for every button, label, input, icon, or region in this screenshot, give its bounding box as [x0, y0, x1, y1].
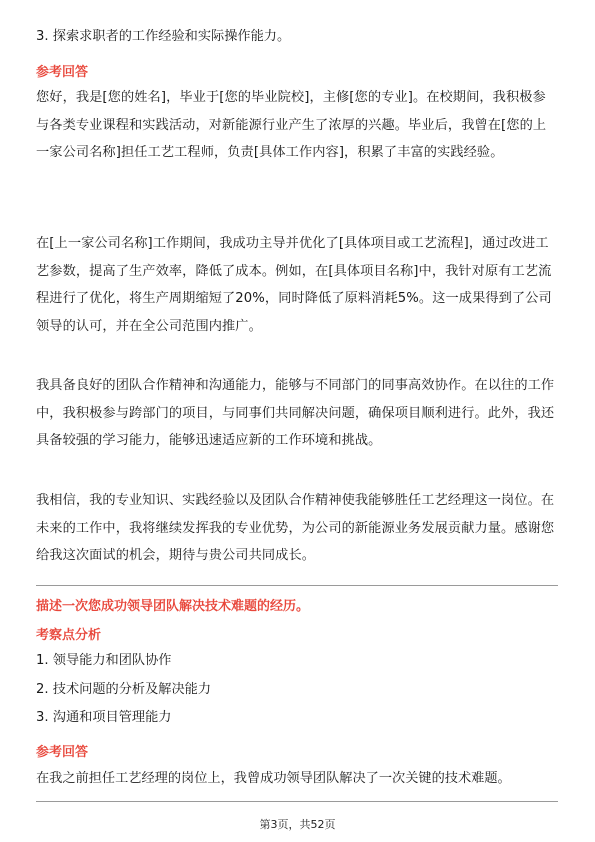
page-number: 第3页，共52页 [259, 818, 336, 831]
point-item-3: 3. 探索求职者的工作经验和实际操作能力。 [36, 29, 291, 44]
answer-start: 在我之前担任工艺经理的岗位上，我曾成功领导团队解决了一次关键的技术难题。 [36, 771, 511, 786]
question-title: 描述一次您成功领导团队解决技术难题的经历。 [36, 599, 310, 614]
answer-paragraph-4: 我相信，我的专业知识、实践经验以及团队合作精神使我能够胜任工艺经理这一岗位。在未来的工作中，我将继续发挥我的专业优势，为公司的新能源业务发展贡献力量。感谢您给我这次面试的机会，期待与贵公司共同成长。 [36, 493, 555, 563]
answer-paragraph-2: 在[上一家公司名称]工作期间，我成功主导并优化了[具体项目或工艺流程]，通过改进工艺参数，提高了生产效率，降低了成本。例如，在[具体项目名称]中，我针对原有工艺流程进行了优化，将生产周期缩短了20%，同时降低了原料消耗5%。这一成果得到了公司领导的认可，并在全公司范围内推广。 [36, 236, 552, 334]
answer-paragraph-3: 我具备良好的团队合作精神和沟通能力，能够与不同部门的同事高效协作。在以往的工作中，我积极参与跨部门的项目，与同事们共同解决问题，确保项目顺利进行。此外，我还具备较强的学习能力，能够迅速适应新的工作环境和挑战。 [36, 378, 555, 448]
analysis-heading: 考察点分析 [36, 628, 102, 643]
answer-heading: 参考回答 [36, 65, 89, 80]
section-divider [36, 585, 558, 586]
footer-divider [36, 801, 558, 802]
analysis-point-1: 1. 领导能力和团队协作 [36, 653, 172, 668]
analysis-point-2: 2. 技术问题的分析及解决能力 [36, 682, 212, 697]
answer-heading-2: 参考回答 [36, 745, 89, 760]
answer-paragraph-1: 您好，我是[您的姓名]，毕业于[您的毕业院校]，主修[您的专业]。在校期间，我积极参与各类专业课程和实践活动，对新能源行业产生了浓厚的兴趣。毕业后，我曾在[您的上一家公司名称]担任工艺工程师，负责[具体工作内容]，积累了丰富的实践经验。 [36, 90, 547, 160]
analysis-point-3: 3. 沟通和项目管理能力 [36, 710, 172, 725]
